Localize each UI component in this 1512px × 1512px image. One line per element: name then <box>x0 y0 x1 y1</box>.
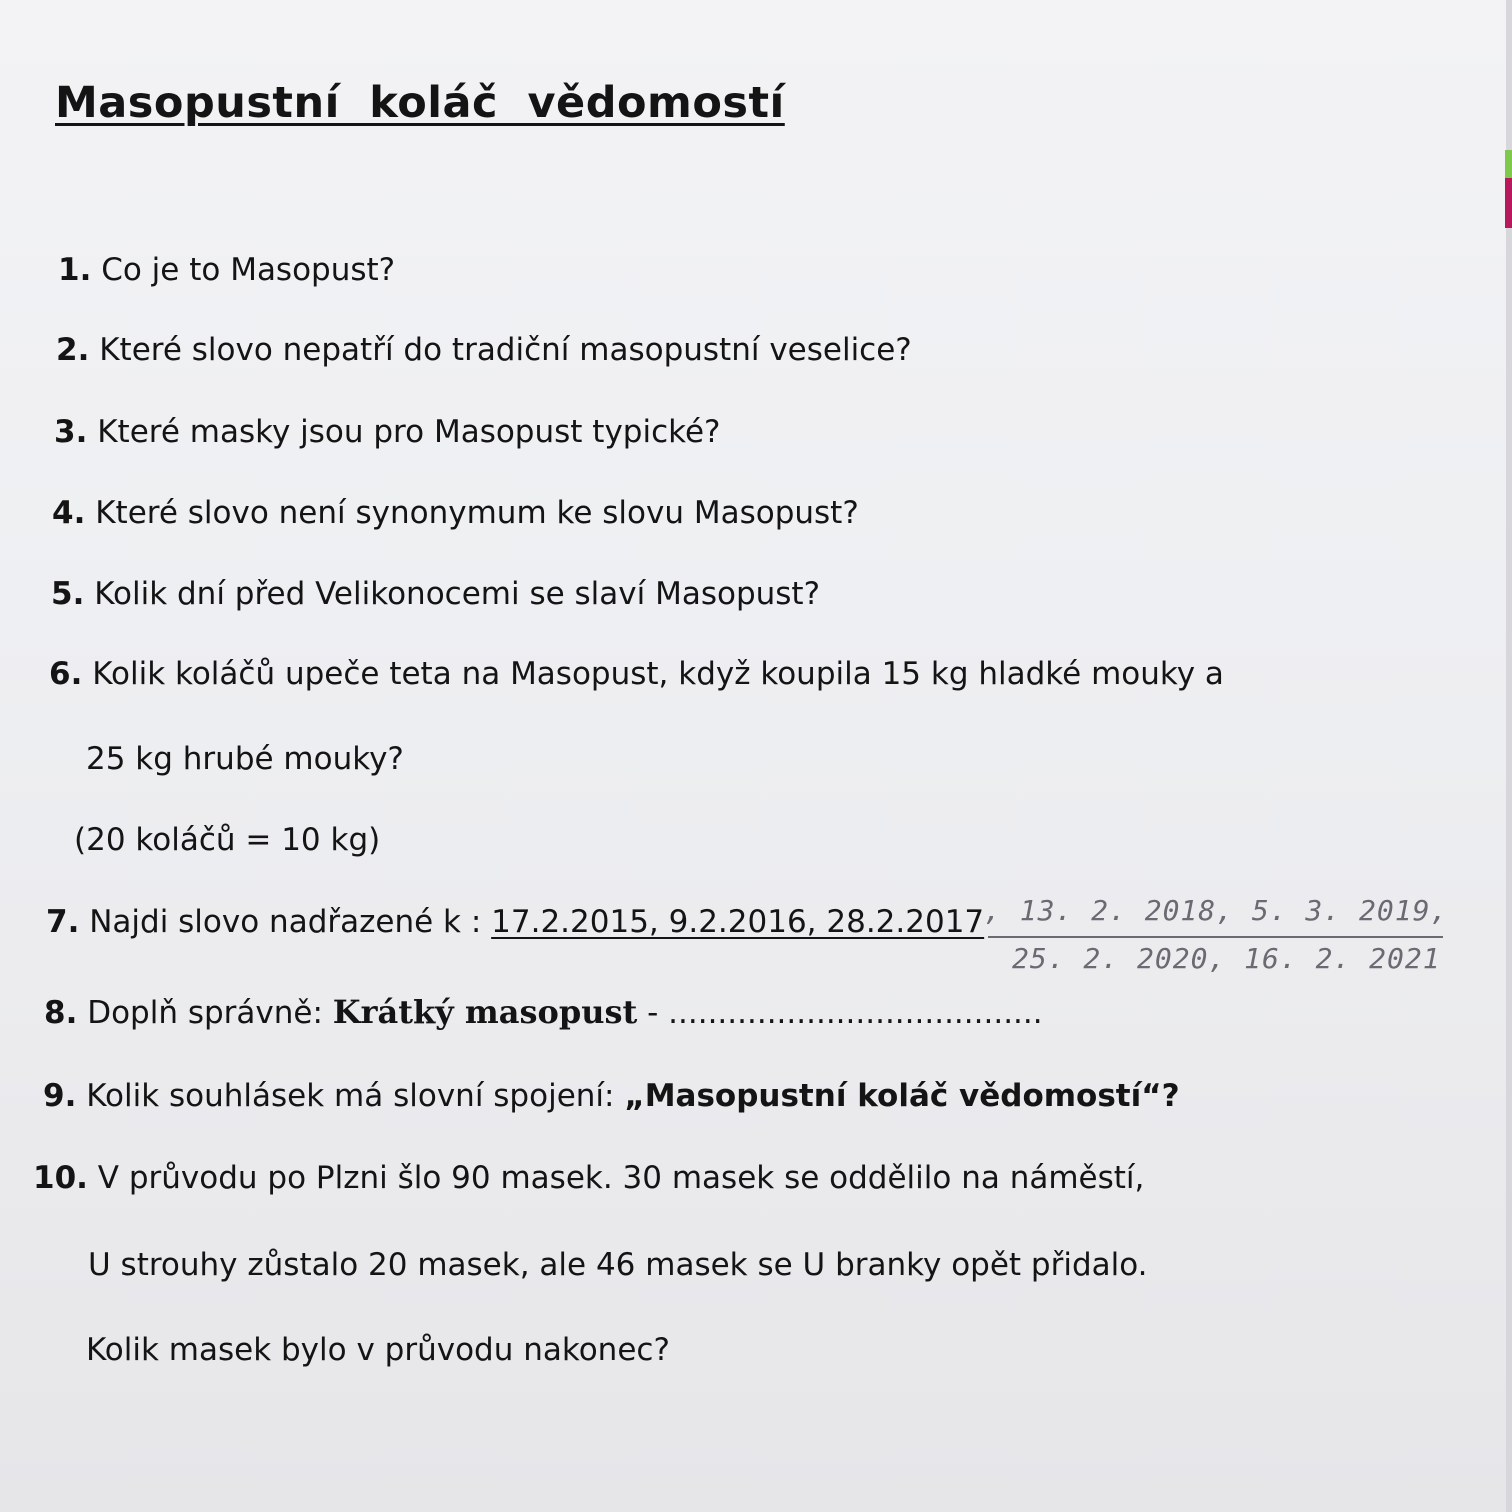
question-number: 3. <box>54 414 88 450</box>
question-1 <box>58 250 395 290</box>
question-8 <box>44 992 1043 1033</box>
question-text: Které slovo nepatří do tradiční masopustní veselice? <box>89 332 912 368</box>
question-text: Doplň správně: <box>77 995 333 1031</box>
question-number: 1. <box>58 252 92 288</box>
page-title: Masopustní koláč vědomostí <box>55 78 785 128</box>
handwritten-underline <box>988 936 1443 938</box>
question-number: 5. <box>51 576 85 612</box>
question-text: V průvodu po Plzni šlo 90 masek. 30 masek se oddělilo na náměstí, <box>87 1160 1145 1196</box>
question-10-continuation: U strouhy zůstalo 20 masek, ale 46 masek se U branky opět přidalo. <box>88 1247 1148 1283</box>
question-text: Kolik dní před Velikonocemi se slaví Masopust? <box>84 576 821 612</box>
question-6 <box>49 654 1224 694</box>
question-text: Které slovo není synonymum ke slovu Masopust? <box>85 495 859 531</box>
question-text: Které masky jsou pro Masopust typické? <box>87 414 721 450</box>
question-text: Kolik koláčů upeče teta na Masopust, když koupila 15 kg hladké mouky a <box>82 656 1224 692</box>
question-5 <box>51 574 820 614</box>
question-7-dates: 17.2.2015, 9.2.2016, 28.2.2017 <box>491 904 985 940</box>
question-number: 10. <box>33 1160 88 1196</box>
question-number: 4. <box>52 495 86 531</box>
question-8-blank: - ...................................... <box>637 995 1043 1031</box>
question-number: 9. <box>43 1078 77 1114</box>
question-6-continuation: 25 kg hrubé mouky? <box>86 741 404 777</box>
question-number: 2. <box>56 332 90 368</box>
handwritten-dates-line-2: 25. 2. 2020, 16. 2. 2021 <box>1012 942 1441 975</box>
question-7 <box>46 902 984 942</box>
question-number: 8. <box>44 995 78 1031</box>
question-text: Najdi slovo nadřazené k : <box>79 904 492 940</box>
edge-sticky-note-green <box>1505 150 1512 178</box>
handwritten-dates-line-1: , 13. 2. 2018, 5. 3. 2019, <box>984 894 1449 927</box>
question-4 <box>52 493 859 533</box>
question-3 <box>54 412 721 452</box>
question-number: 7. <box>46 904 80 940</box>
question-6-hint: (20 koláčů = 10 kg) <box>74 822 381 858</box>
question-8-phrase: Krátký masopust <box>332 993 638 1031</box>
question-9-quote: „Masopustní koláč vědomostí“? <box>624 1078 1180 1114</box>
question-9 <box>43 1076 1180 1116</box>
question-10-final: Kolik masek bylo v průvodu nakonec? <box>86 1332 670 1368</box>
question-text: Co je to Masopust? <box>91 252 396 288</box>
question-number: 6. <box>49 656 83 692</box>
question-text: Kolik souhlásek má slovní spojení: <box>76 1078 625 1114</box>
edge-sticky-note-red <box>1505 178 1512 228</box>
question-2 <box>56 330 912 370</box>
question-10 <box>33 1158 1144 1198</box>
